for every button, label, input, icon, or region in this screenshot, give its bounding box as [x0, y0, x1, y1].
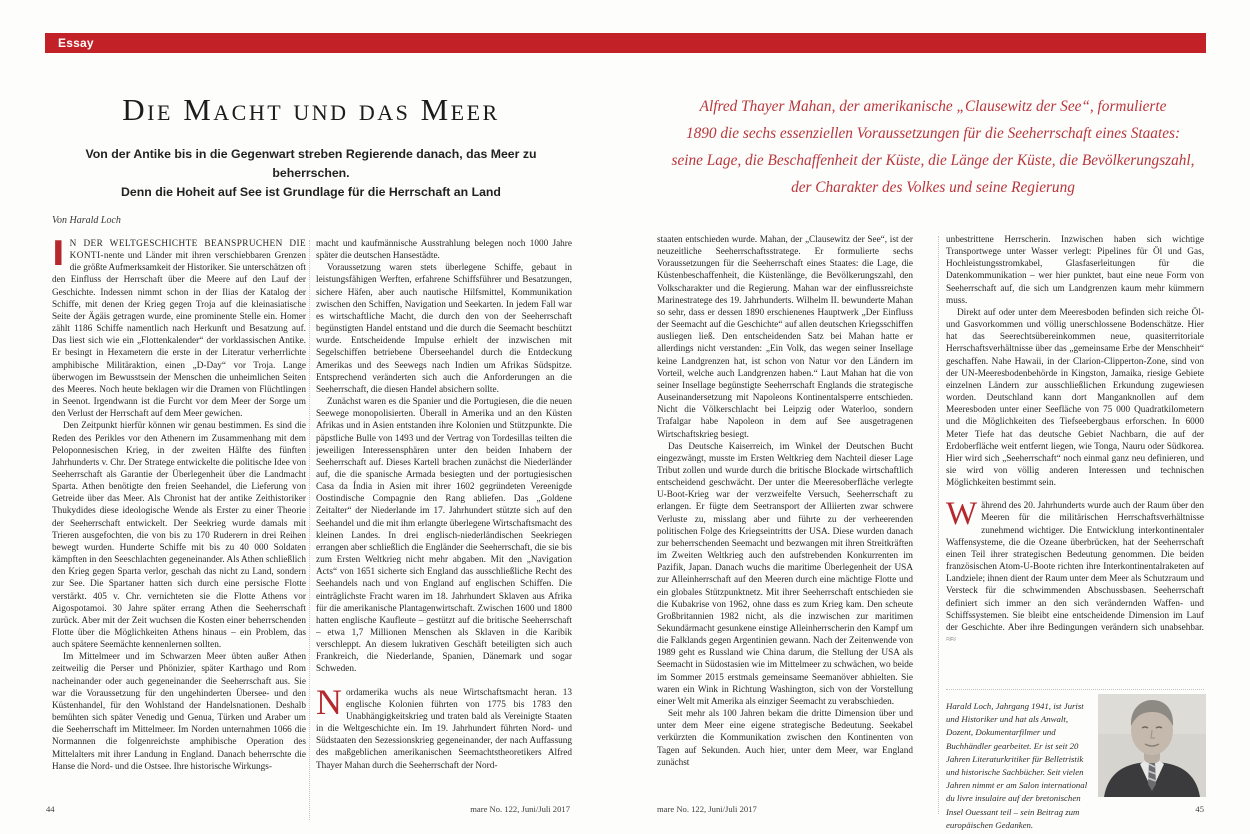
paragraph: Im Mittelmeer und im Schwarzen Meer übten außer Athen zeitweilig die Perser und Phönizier, später Karthago und Rom nacheinander oder auch gegeneinander die Seeherrschaft aus. Sie war die Voraussetzung für den ungehinderten Übersee- und den Küstenhandel, für den Wohlstand der Handelsnationen. Deshalb bemühten sich später Venedig und Genua, Türken und Araber um die Seeherrschaft im Mittelmeer. Im Norden unternahmen 1066 die Normannen die folgenreichste amphibische Operation des Mittelalters mit ihrer Landung in England. Danach beherrschte die Hanse die Nord- und die Ostsee. Ihre historische Wirkungs-: [52, 652, 306, 772]
paragraph: Direkt auf oder unter dem Meeresboden befinden sich reiche Öl- und Gasvorkommen und völlig unerschlossene Bodenschätze. Hier hat das Seerechtsübereinkommen neue, quasiterritoriale Herrschaftsverhältnisse über das „gemeinsame Erbe der Menschheit“ geschaffen. Nahe Hawaii, in der Clarion-Clipperton-Zone, sind von der UN-Meeresbodenbehörde in Kingston, Jamaika, riesige Gebiete einzelnen Ländern zur ausschließlichen Erkundung zugewiesen worden. Deutschland kann dort Manganknollen auf dem Meeresboden unter einer Seefläche von 75 000 Quadratkilometern und die Möglichkeiten des Tiefseebergbaus erforschen. In 6000 Meter Tiefe hat das deutsche Gebiet Nachbarn, die auf der Erdoberfläche weit entfernt liegen, wie Tonga, Nauru oder Südkorea. Hier wird sich „Seeherrschaft“ noch einmal ganz neu definieren, und sie wird von völlig anderen Interessen und technischen Möglichkeiten bestimmt sein.: [946, 307, 1204, 489]
paragraph: Das Deutsche Kaiserreich, im Winkel der Deutschen Bucht eingezwängt, musste im Ersten Weltkrieg dem Nachteil dieser Lage Tribut zollen und wurde durch die britische Blockade wirtschaftlich entscheidend geschwächt. Der unter die Meeresoberfläche verlegte U-Boot-Krieg war der verzweifelte Versuch, Seeherrschaft zu erlangen. Er fügte dem Seetransport der Alliierten zwar schwere Verluste zu, misslang aber und führte zu der verheerenden politischen Folge des Kriegseintritts der USA. Diese wurden danach zur beherrschenden Seemacht und bezwangen mit ihren Streitkräften im Zweiten Weltkrieg auch den aufstrebenden Konkurrenten im Pazifik, Japan. Danach wuchs die maritime Überlegenheit der USA zur Alleinherrschaft auf den Meeren durch eine mächtige Flotte und ein globales Stützpunktnetz. Mit ihrer Seeherrschaft entschieden sie die Kubakrise von 1962, ohne dass es zum Krieg kam. Den scheute Großbritannien 1982 nicht, als die inzwischen zur maritimen Sekundärmacht gesunkene einstige Alleinherrscherin den Kampf um die Falklands gegen Argentinien gewann. Nach der Zeitenwende von 1989 geht es Russland wie China darum, die Stellung der USA als Seemacht in Südostasien wie im Mittelmeer zu schwächen, wo beide im Sommer 2015 erstmals gemeinsame Seemanöver abhielten. Sie waren ein Wink in Richtung Washington, sich von der Vorstellung einer Welt mit Amerika als einziger Seemacht zu verabschieden.: [657, 441, 913, 707]
issue-info-right: mare No. 122, Juni/Juli 2017: [657, 804, 757, 814]
subtitle-line-1: Von der Antike bis in die Gegenwart streben Regierende danach, das Meer zu beherrschen.: [85, 147, 537, 180]
section-bar: [45, 33, 1206, 53]
subtitle: [52, 145, 570, 202]
dropcap-letter: N: [316, 681, 342, 722]
subtitle-line-2: Denn die Hoheit auf See ist Grundlage für die Herrschaft an Land: [121, 185, 501, 199]
page-title: Die Macht und das Meer: [122, 92, 500, 127]
body-column-2: [316, 238, 572, 822]
pull-quote-line: der Charakter des Volkes und seine Regierung: [791, 179, 1075, 196]
paragraph: Den Zeitpunkt hierfür können wir genau bestimmen. Es sind die Reden des Perikles vor den Athenern im Zusammenhang mit dem Peloponnesischen Krieg, in der zweiten Hälfte des fünften Jahrhunderts v. Chr. Der Stratege entwickelte die politische Idee von Seeherrschaft als Garantie der Überlegenheit über die Landmacht Sparta. Athen benötigte den freien Seehandel, die Lieferung von Getreide über das Meer. Als Chronist hat der antike Zeithistoriker Thukydides diese ideologische Wende als Erster zu einer Theorie der Seeherrschaft entwickelt. Der Seekrieg wurde damals mit Trieren ausgefochten, die von bis zu 170 Ruderern in drei Reihen bewegt wurden. Hunderte Schiffe mit bis zu 40 000 Soldaten kämpften in den Seeschlachten gegeneinander. Als Athen schließlich den Krieg gegen Sparta verlor, geschah das nicht zu Land, sondern zur See. Die Spartaner hatten sich durch eine persische Flotte verstärkt. 405 v. Chr. vernichteten sie die Flotte Athens vor Aigospotamoi. 30 Jahre später errang Athen die Seeherrschaft zurück. Aber mit der Zeit wuchsen die Kosten einer beherrschenden Flotte über die Möglichkeiten Athens hinaus – ein Problem, das auch spätere Seemächte kennenlernen sollten.: [52, 421, 306, 651]
page-number-right: 45: [1195, 804, 1204, 814]
paragraph-text: nente und Länder mit ihren verschiebbaren Grenzen die größte Aufmerksamkeit der Historiker. Sie unterschätzen oft den Einfluss der Herrschaft über die Meere auf den Lauf der Geschichte. Indessen nimmt schon in der Ilias der Katalog der Schiffe, mit denen der Krieg gegen Troja auf die kleinasiatische Seite der Ägäis getragen wurde, eine prominente Stelle ein. Homer zählt 1186 Schiffe namentlich nach Herkunft und Besatzung auf. Das liest sich wie ein „Flottenkalender“ der vorklassischen Antike. Er besingt in Hexametern die erste in der Literatur verherrlichte amphibische Militäraktion, einen „D-Day“ vor Troja. Lange überwogen im Bewusstsein der Menschen die unheimlichen Seiten des Meeres. Noch heute beklagen wir die Dramen von Flüchtlingen in Seenot. Irgendwann ist die Furcht vor dem Meer der Sorge um den Verlust der Herrschaft auf dem Meer gewichen.: [52, 251, 306, 420]
paragraph: Seit mehr als 100 Jahren bekam die dritte Dimension über und unter dem Meer eine eigene strategische Bedeutung. Seekabel verkürzten die Kommunikation zwischen den Kontinenten von Tagen auf Sekunden. Auch hier, unter dem Meer, war England zunächst: [657, 709, 913, 768]
paragraph-text: ordamerika wuchs als neue Wirtschaftsmacht heran. 13 englische Kolonien führten von 1775 bis 1783 den Unabhängigkeitskrieg und traten bald als Vereinigte Staaten in die Weltgeschichte ein. Im 19. Jahrhundert führten Nord- und Südstaaten den Sezessionskrieg gegeneinander, der nach Auffassung des maßgeblichen amerikanischen Seemachtstheoretikers Alfred Thayer Mahan durch die Seeherrschaft der Nord-: [316, 687, 572, 771]
dropcap-letter: W: [946, 496, 978, 533]
pull-quote-line: 1890 die sechs essenziellen Voraussetzungen für die Seeherrschaft eines Staates:: [685, 125, 1181, 142]
section-label: Essay: [58, 36, 94, 50]
issue-info-left: mare No. 122, Juni/Juli 2017: [470, 804, 570, 814]
pull-quote: [660, 93, 1206, 201]
paragraph-text: ährend des 20. Jahrhunderts wurde auch der Raum über den Meeren für die militärischen Herrschaftsverhältnisse zunehmend wichtiger. Die Entwicklung interkontinentaler Waffensysteme, die die Ozeane überbrücken, hat der Seeherrschaft einen Teil ihrer strategischen Bedeutung genommen. Die beiden französischen Atom-U-Boote richten ihre Interkontinentalraketen auf Landziele; ihnen dient der Raum unter dem Meer als Schutzraum und Versteck für die schwimmenden Abschussbasen. Seeherrschaft definiert sich immer an den sich verändernden Waffen- und Schiffssystemen. Sie bleibt eine entscheidende Dimension im Lauf der Geschichte. Aber ihre Bedingungen verändern sich unabsehbar.: [946, 501, 1204, 633]
paragraph: unbestrittene Herrscherin. Inzwischen haben sich wichtige Transportwege unter Wasser verlegt: Pipelines für Öl und Gas, Hochleistungsstromkabel, Glasfaserleitungen für die Datenkommunikation – wer hier punktet, baut eine neue Form von Seeherrschaft auf, die sich um Landgrenzen kaum mehr kümmern muss.: [946, 235, 1204, 306]
byline: Von Harald Loch: [52, 215, 121, 226]
paragraph: [52, 238, 306, 420]
author-portrait-graphic: [1098, 694, 1206, 797]
article-end-mark: ≈≈: [946, 634, 955, 645]
title-block: [52, 92, 570, 202]
author-photo: [1098, 694, 1206, 797]
paragraph: Voraussetzung waren stets überlegene Schiffe, gebaut in leistungsfähigen Werften, erfahrene Schiffsführer und Besatzungen, sichere Häfen, aber auch nautische Hilfsmittel, Kommunikation zwischen den Schiffen, Navigation und Seekarten. In jedem Fall war es wirtschaftliche Macht, die durch den von der Seeherrschaft begünstigten Handel entstand und die durch die Seemacht beschützt wurde. Entscheidende Impulse erhielt der inzwischen mit Segelschiffen betriebene Überseehandel durch die Entdeckung Amerikas und des Seewegs nach Indien um Afrikas Südspitze. Entsprechend veränderten sich auch die Anforderungen an die Seeherrschaft, die diesen Handel absichern sollte.: [316, 263, 572, 395]
body-column-3: [657, 234, 913, 812]
pull-quote-line: Alfred Thayer Mahan, der amerikanische „Clausewitz der See“, formulierte: [699, 98, 1167, 115]
column-divider: [309, 240, 310, 820]
body-column-1: [52, 238, 306, 822]
paragraph: [946, 496, 1204, 646]
column-divider: [938, 236, 939, 814]
author-bio: Harald Loch, Jahrgang 1941, ist Jurist und Historiker und hat als Anwalt, Dozent, Dokumentarfilmer und Buchhändler gearbeitet. Er ist seit 20 Jahren Literaturkritiker für Belletristik und historische Sachbücher. Seit vielen Jahren nimmt er am Salon international du livre insulaire auf der bretonischen Insel Ouessant teil – sein Beitrag zum europäischen Gedanken.: [946, 701, 1088, 830]
page-number-left: 44: [46, 804, 55, 814]
paragraph: staaten entschieden wurde. Mahan, der „Clausewitz der See“, ist der neuzeitliche Seeherrschaftsstratege. Er formulierte sechs Voraussetzungen für die Seeherrschaft eines Staates: die Lage, die Küstenbeschaffenheit, die Küstenlänge, die Bevölkerungszahl, den Volkscharakter und die Regierung. Mahan war der einflussreichste Marinestratege des 19. Jahrhunderts. Wilhelm II. bewunderte Mahan so sehr, dass er dessen 1890 erschienenes Hauptwerk „Der Einfluss der Seemacht auf die Geschichte“ auf allen deutschen Kriegsschiffen ausliegen ließ. Den entscheidenden Satz bei Mahan hatte er allerdings nicht verstanden: „Ein Volk, das wegen seiner Insellage keine Landgrenzen hat, ist schon von Natur vor den Ländern im Vorteil, welche auch Landgrenzen haben.“ Laut Mahan hat die von seiner Insellage begünstigte Seeherrschaft Englands die strategische Auseinandersetzung mit Napoleons Kontinentalsperre entschieden. Nicht die Völkerschlacht bei Leipzig oder Waterloo, sondern Trafalgar habe Napoleon in dem auf See ausgetragenen Wirtschaftskrieg besiegt.: [657, 235, 913, 440]
paragraph: Zunächst waren es die Spanier und die Portugiesen, die die neuen Seewege monopolisierten. Überall in Amerika und an den Küsten Afrikas und in Asien entstanden ihre Kolonien und Stützpunkte. Die päpstliche Bulle von 1493 und der Vertrag von Tordesillas teilten die jeweiligen Interessensphären unter den beiden Inhabern der Seeherrschaft auf. Dieses Kartell brachen zunächst die Niederländer auf, die die spanische Armada besiegten und der portugiesischen Casa da Índia in Asien mit ihrer 1602 gegründeten Vereenigde Oostindische Compagnie den Rang abliefen. Das „Goldene Zeitalter“ der Niederlande im 17. Jahrhundert stützte sich auf den Seehandel und die mit ihm erlangte überlegene Wirtschaftsmacht des kleinen Landes. In drei englisch-niederländischen Seekriegen errangen aber schließlich die Engländer die Seeherrschaft, die sie bis zum Ersten Weltkrieg nicht mehr abgaben. Mit den „Navigation Acts“ von 1651 sicherte sich England das ausschließliche Recht des Seehandels nach und von England auf englischen Schiffen. Die einträglichste Fracht waren im 18. Jahrhundert Sklaven aus Afrika für die amerikanische Plantagenwirtschaft. Zwischen 1600 und 1800 hatten englische Kaufleute – gestützt auf die britische Seeherrschaft – etwa 1,7 Millionen Menschen als Sklaven in die Karibik verschleppt. An diesem lukrativen Geschäft beteiligten sich auch Frankreich, die Niederlande, Spanien, Dänemark und sogar Schweden.: [316, 397, 572, 675]
pull-quote-line: seine Lage, die Beschaffenheit der Küste, die Länge der Küste, die Bevölkerungszahl,: [671, 152, 1195, 169]
dropcap-letter: I: [52, 238, 65, 274]
paragraph: macht und kaufmännische Ausstrahlung belegen noch 1000 Jahre später die deutschen Hansestädte.: [316, 239, 572, 262]
paragraph: [316, 681, 572, 772]
lead-in-caps: N DER WELTGESCHICHTE BEANSPRUCHEN DIE KONTI-: [69, 239, 306, 262]
bio-divider: [946, 689, 1204, 690]
